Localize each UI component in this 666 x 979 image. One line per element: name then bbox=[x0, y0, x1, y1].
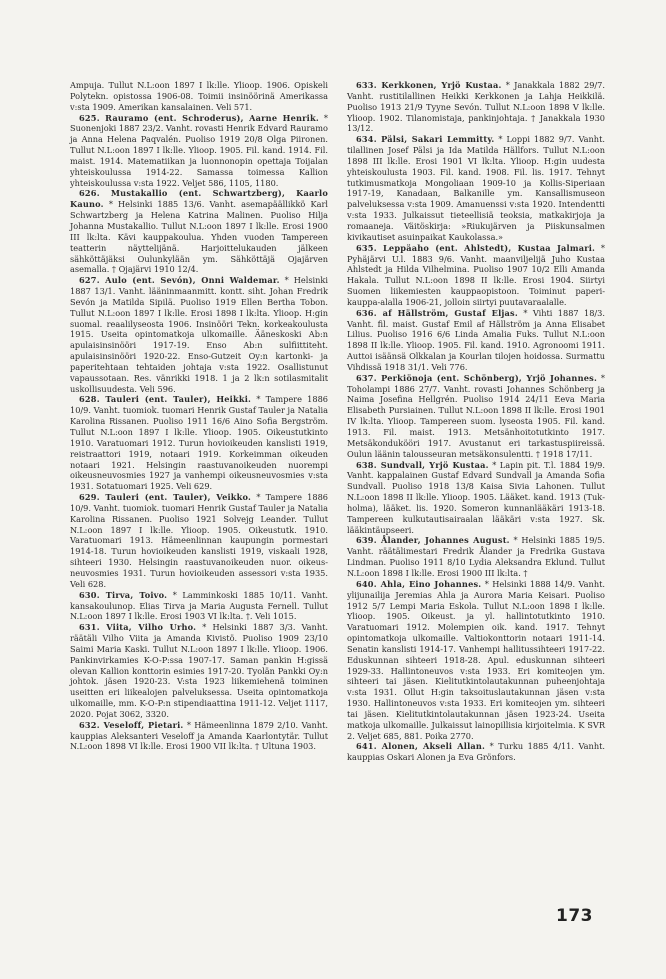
entry-heading: 629. Tauleri (ent. Tauler), Veikko. bbox=[79, 492, 252, 503]
entry-text: * Lamminkoski 1885 10/11. Vanht. kansakoulunop. Elias Tirva ja Maria Augusta Fernell. Tullut N.L:oon 1897 I lk:lle. Erosi 1903 VI lk:lta. †. Veli 1015. bbox=[70, 589, 328, 622]
entry-heading: 638. Sundvall, Yrjö Kustaa. bbox=[356, 459, 489, 470]
register-entry bbox=[70, 720, 328, 753]
entry-text: * Vihti 1887 18/3. Vanht. fil. maist. Gustaf Emil af Hällström ja Anna Elisabet Lilius. Puoliso 1916 6/6 Linda Amalia Fuks. Tullut N.L:oon 1898 II lk:lle. Ylioop. 1905. Fil. kand. 1910. Agronoomi 1911. Auttoi isäänsä Olkkalan ja Kourlan tilojen hoidossa. Surmattu Vihdissä 1918 31/1. Veli 776. bbox=[347, 307, 605, 372]
entry-text: * Turku 1885 4/11. Vanht. kauppias Oskari Alonen ja Eva Grönfors. bbox=[347, 741, 605, 763]
entry-heading: 635. Leppäaho (ent. Ahlstedt), Kustaa Jalmari. bbox=[356, 242, 596, 253]
register-entry bbox=[347, 373, 605, 460]
register-entry bbox=[347, 741, 605, 763]
entry-text: * Helsinki 1887 13/1. Vanht. lääninmaanmitt. kontt. siht. Johan Fredrik Sevón ja Matilda Sipilä. Puoliso 1919 Ellen Bertha Tobon. Tullut N.L:oon 1897 I lk:lle. Erosi 1898 I lk:lta. Ylioop. H:gin suomal. reaalilyseosta 1906. Insinööri Tekn. korkeakoulusta 1915. Useita opintomatkoja ulkomaille. Ääneskoski Ab:n apulaisinsinööri 1917-19. Enso Ab:n sulfiittiteht. apulaisinsinööri 1920-22. Enso-Gutzeit Oy:n kartonki- ja paperitehtaan tehtaiden johtaja v:sta 1922. Osallistunut vapaussotaan. Res. vänrikki 1918. 1 ja 2 lk:n sotilasmitalit uskollisuudesta. Veli 596. bbox=[70, 275, 328, 394]
entry-heading: 631. Viita, Vilho Urho. bbox=[79, 622, 197, 633]
entry-heading: 627. Aulo (ent. Sevón), Onni Waldemar. bbox=[79, 275, 280, 286]
entry-heading: 634. Pälsi, Sakari Lemmitty. bbox=[356, 134, 495, 145]
entry-text: * Tampere 1886 10/9. Vanht. tuomiok. tuomari Henrik Gustaf Tauler ja Natalia Karolina Rissanen. Puoliso 1911 16/6 Aino Sofia Bergström. Tullut N.L:oon 1897 I lk:lle. Ylioop. 1905. Oikeustutkinto 1910. Varatuomari 1912. Turun hovioikeuden kanslisti 1919, reistraattori 1919, notaari 1919. Korkeimman oikeuden notaari 1921. Helsingin raastuvanoikeuden nuorempi oikeusneuvosmies 1927 ja vanhempi oikeusneuvosmies v:sta 1931. Sotatuomari 1925. Veli 629. bbox=[70, 394, 328, 492]
register-entry bbox=[70, 275, 328, 394]
entry-text: * Helsinki 1885 19/5. Vanht. räätälimestari Fredrik Ålander ja Fredrika Gustava Lindman. Puoliso 1911 8/10 Lydia Aleksandra Eklund. Tullut N.L:oon 1898 I lk:lle. Erosi 1900 III lk:lta. † bbox=[347, 535, 605, 578]
entry-text: * Hämeenlinna 1879 2/10. Vanht. kauppias Aleksanteri Veseloff ja Amanda Kaarlontytär. Tullut N.L:oon 1898 VI lk:lle. Erosi 1900 VII lk:lta. † Ultuna 1903. bbox=[70, 719, 328, 752]
register-entry bbox=[347, 134, 605, 242]
entry-text: * Tampere 1886 10/9. Vanht. tuomiok. tuomari Henrik Gustaf Tauler ja Natalia Karolina Rissanen. Puoliso 1921 Solvejg Leander. Tullut N.L:oon 1897 I lk:lle. Ylioop. 1905. Oikeustutk. 1910. Varatuomari 1913. Hämeenlinnan kaupungin pormestari 1914-18. Turun hovioikeuden kanslisti 1919, viskaali 1928, sihteeri 1930. Helsingin raastuvanoikeuden nuor. oikeusneuvosmies 1931. Turun hovioikeuden assessori v:sta 1935. Veli 628. bbox=[70, 492, 328, 589]
right-column bbox=[347, 80, 605, 763]
entry-heading: 628. Tauleri (ent. Tauler), Heikki. bbox=[79, 394, 252, 405]
entry-text: * Lapin pit. T.l. 1884 19/9. Vanht. kappalainen Gustaf Edvard Sundvall ja Amanda Sofia Sundvall. Puoliso 1918 13/8 Kaisa Sivia Lahonen. Tullut N.L:oon 1898 II lk:lle. Ylioop. 1905. Lääket. kand. 1913 (Tukholma), lääket. lis. 1920. Someron kunnanlääkäri 1913-18. Tampereen kulkutautisairaalan lääkäri v:sta 1927. Sk. lääkintäupseeri. bbox=[347, 459, 605, 535]
register-entry bbox=[70, 492, 328, 590]
entry-heading: 636. af Hällström, Gustaf Eljas. bbox=[356, 307, 518, 318]
register-entry bbox=[70, 622, 328, 720]
entry-text: * Loppi 1882 9/7. Vanht. tilallinen Josef Pälsi ja Ida Matilda Hällfors. Tullut N.L:oon 1898 III lk:lle. Erosi 1901 VI lk:lta. Ylioop. H:gin uudesta yhteiskoulusta 1903. Fil. kand. 1908. Fil. lis. 1917. Tehnyt tutkimusmatkoja Mongoliaan 1909-10 ja Kollis-Siperiaan 1917-19, Kanadaan, Balkanille ym. Kansallismuseon palveluksessa v:sta 1909. Amanuenssi v:sta 1920. Intendentti v:sta 1933. Julkaissut tieteellisiä teoksia, matkakirjoja ja romaaneja. Väitöskirja: »Riukujärven ja Piiskunsalmen kivikautiset asuinpaikat Kaukolassa.» bbox=[347, 134, 605, 242]
entry-text: * Helsinki 1888 14/9. Vanht. ylijunailija Jeremias Ahla ja Aurora Maria Keisari. Puoliso 1912 5/7 Lempi Maria Eskola. Tullut N.L:oon 1898 I lk:lle. Ylioop. 1905. Oikeust. ja yl. hallintotutkinto 1910. Varatuomari 1912. Molempien oik. kand. 1917. Tehnyt opintomatkoja ulkomaille. Valtiokonttorin notaari 1911-14. Senatin kanslisti 1914-17. Vanhempi hallitussihteeri 1917-22. Eduskunnan sihteeri 1918-28. Apul. eduskunnan sihteeri 1929-33. Hallintoneuvos v:sta 1933. Eri komiteojen ym. sihteeri tai jäsen. Kielitutkintolautakunnan puheenjohtaja v:sta 1931. Ollut H:gin taksoituslautakunnan jäsen v:sta 1930. Hallintoneuvos v:sta 1933. Eri komiteojen ym. sihteeri tai jäsen. Kielitutkintolautakunnan jäsen 1923-24. Useita matkoja ulkomaille. Julkaissut lainopillisia kirjoitelmia. K SVR 2. Veljet 685, 881. Poika 2770. bbox=[347, 578, 605, 741]
entry-heading: 632. Veseloff, Pietari. bbox=[79, 719, 184, 730]
page-number: 173 bbox=[556, 906, 593, 926]
entry-text: * Pyhäjärvi U.l. 1883 9/6. Vanht. maanviljelijä Juho Kustaa Ahlstedt ja Hilda Vilhelmina. Puoliso 1907 10/2 Elli Amanda Hakala. Tullut N.L:oon 1898 II lk:lle. Erosi 1904. Siirtyi Suomen liikemiesten kauppaopistoon. Toiminut paperikauppa-alalla 1906-21, jolloin siirtyi puutavaraalalle. bbox=[347, 242, 605, 307]
left-column bbox=[70, 80, 328, 752]
entry-text: * Toholampi 1886 27/7. Vanht. rovasti Johannes Schönberg ja Naima Josefina Hellgrén. Puoliso 1914 24/11 Eeva Maria Elisabeth Pursiainen. Tullut N.L:oon 1898 II lk:lle. Erosi 1901 IV lk:lta. Ylioop. Tampereen suom. lyseosta 1905. Fil. kand. 1913. Fil. maist. 1913. Metsänhoitotutkinto 1917. Metsäkondukööri 1917. Avustanut eri tarkastuspiireissä. Oulun läänin talousseuran metsäkonsulentti. † 1918 17/11. bbox=[347, 372, 606, 459]
register-entry bbox=[70, 590, 328, 623]
entry-text: * Helsinki 1887 3/3. Vanht. räätäli Vilho Viita ja Amanda Kivistö. Puoliso 1909 23/10 Saimi Maria Kaski. Tullut N.L:oon 1897 I lk:lle. Ylioop. 1906. Pankinvirkamies K-O-P:ssa 1907-17. Saman pankin H:gissä olevan Kallion konttorin esimies 1917-20. Tyolän Pankki Oy:n johtok. jäsen 1920-23. V:sta 1923 liikemiehenä toiminen useitten eri liikealojen palveluksessa. Useita opintomatkoja ulkomaille, mm. K-O-P:n stipendiaattina 1911-12. Veljet 1117, 2020. Pojat 3062, 3320. bbox=[70, 622, 328, 719]
entry-text: * Helsinki 1885 13/6. Vanht. asemapäällikkö Karl Schwartzberg ja Helena Katrina Malinen. Puoliso Hilja Johanna Mustakallio. Tullut N.L:oon 1897 I lk:lle. Erosi 1900 III lk:lta. Kävi kauppakoulua. Yhden vuoden Tampereen teatterin näyttelijänä. Harjoittelukauden jälkeen sähköttäjäksi Oulunkylään ym. Sähköttäjä Ojajärven asemalla. † Ojajärvi 1910 12/4. bbox=[70, 199, 329, 275]
entry-heading: 625. Rauramo (ent. Schroderus), Aarne Henrik. bbox=[79, 112, 319, 123]
entry-text: * Janakkala 1882 29/7. Vanht. rustitilallinen Heikki Kerkkonen ja Lahja Heikkilä. Puoliso 1913 21/9 Tyyne Sevón. Tullut N.L:oon 1898 V lk:lle. Ylioop. 1902. Tilanomistaja, pankinjohtaja. † Janakkala 1930 13/12. bbox=[347, 80, 605, 134]
entry-heading: 630. Tirva, Toivo. bbox=[79, 589, 168, 600]
entry-heading: 633. Kerkkonen, Yrjö Kustaa. bbox=[356, 80, 502, 90]
entry-heading: 640. Ahla, Eino Johannes. bbox=[356, 578, 482, 589]
register-entry bbox=[347, 308, 605, 373]
register-entry bbox=[70, 80, 328, 113]
entry-heading: 626. Mustakallio (ent. Schwartzberg), Kaarlo Kauno. bbox=[70, 188, 328, 210]
entry-text: Ampuja. Tullut N.L:oon 1897 I lk:lle. Ylioop. 1906. Opiskeli Polytekn. opistossa 1906-08. Toimii insinöörinä Amerikassa v:sta 1909. Amerikan kansalainen. Veli 571. bbox=[70, 80, 328, 112]
register-entry bbox=[347, 80, 605, 134]
register-entry bbox=[70, 113, 328, 189]
register-entry bbox=[347, 535, 605, 578]
register-entry bbox=[70, 394, 328, 492]
register-entry bbox=[70, 188, 328, 275]
entry-text: * Suonenjoki 1887 23/2. Vanht. rovasti Henrik Edvard Rauramo ja Anna Helena Paqvalén. Puoliso 1919 20/8 Olga Piironen. Tullut N.L:oon 1897 I lk:lle. Ylioop. 1905. Fil. kand. 1914. Fil. maist. 1914. Matematiikan ja luonnonopin opettaja Toijalan yhteiskoulussa 1914-22. Samassa toimessa Kallion yhteiskoulussa v:sta 1922. Veljet 586, 1105, 1180. bbox=[70, 112, 328, 188]
register-entry bbox=[347, 579, 605, 742]
entry-heading: 637. Perkiönoja (ent. Schönberg), Yrjö Johannes. bbox=[356, 372, 598, 383]
entry-heading: 639. Ålander, Johannes August. bbox=[356, 535, 510, 546]
register-entry bbox=[347, 243, 605, 308]
entry-heading: 641. Alonen, Akseli Allan. bbox=[356, 741, 486, 752]
register-entry bbox=[347, 460, 605, 536]
